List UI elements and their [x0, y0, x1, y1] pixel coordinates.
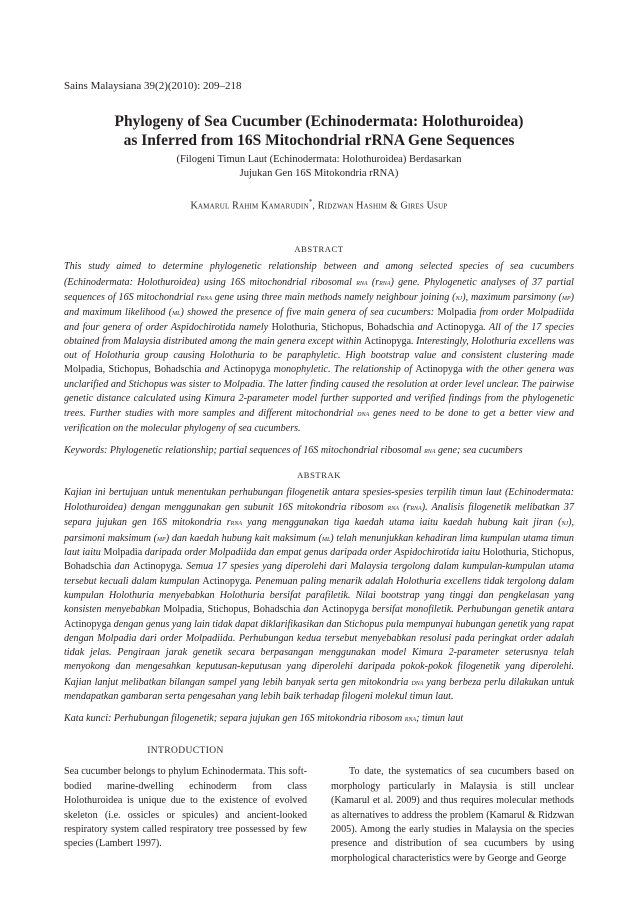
abstract-text: . All of the 17 species obtained from Malaysia distributed among the main genera except within	[64, 321, 574, 347]
abstrak-text: dengan genus yang lain tidak dapat diklarifikasikan dan Stichopus pula mempunyai hubungan genetik yang rapat dengan Molpadia dari order Molpadiida. Perhubungan kedua tersebut menyebabkan resolusi pada peringkat order adalah tidak jelas. Pengiraan jarak genetik secara berpasangan menggunakan model Kimura 2-parameter seterusnya telah menyokong dan mengesahkan keputusan-keputusan yang diperolehi daripada pokok-pokok filogenetik yang diperolehi. Kajian lanjut melibatkan bilangan sampel yang lebih banyak serta gen mitokondria	[64, 618, 574, 688]
abstract-text: ) gene. Phylogenetic analyses of 37 partial sequences of 16S mitochondrial r	[64, 276, 574, 303]
abstract-text: (r	[367, 276, 380, 288]
abstract-malay	[64, 486, 574, 704]
genus-name: Actinopyga	[363, 335, 412, 347]
abstract-text: ), maximum parsimony (	[462, 291, 562, 303]
abstrak-text: yang menggunakan tiga kaedah utama iaitu kaedah hubung kait jiran (	[242, 517, 562, 529]
author-list	[64, 198, 574, 211]
abstract-text: ) and maximum likelihood (	[64, 291, 574, 319]
abstract-text: from order Molpadiida and four genera of order Aspidochirotida namely	[64, 307, 574, 333]
abstrak-text: yang berbeza perlu dilakukan untuk mendapatkan gambaran serta pengesahan yang lebih baik terhadap filogeni molekul timun laut.	[64, 676, 575, 703]
abstrak-heading: ABSTRAK	[297, 469, 341, 480]
genus-name: Actinopyga	[64, 618, 112, 630]
abstract-term: rna	[356, 276, 368, 287]
abstrak-term: ml	[321, 532, 331, 543]
keywords-text: Keywords: Phylogenetic relationship; partial sequences of 16S mitochondrial ribosomal	[64, 444, 425, 456]
abstrak-text: . Semua 17 spesies yang diperolehi dari Malaysia tergolong dalam kumpulan-kumpulan utama tersebut kecuali dalam kumpulan	[64, 561, 574, 587]
subtitle-line-2: Jujukan Gen 16S Mitokondria rRNA)	[239, 167, 399, 179]
abstract-term: dna	[357, 408, 370, 419]
genus-name: Molpadia	[103, 547, 143, 559]
abstract-text: . Interestingly, Holothuria excellens was out of Holothuria group causing Holothuria to be paraphyletic. High bootstrap value and consistent clustering made	[64, 335, 574, 362]
abstrak-term: mp	[157, 532, 166, 543]
corresponding-mark: *	[308, 198, 313, 206]
abstrak-term: rna	[387, 502, 399, 513]
genus-name: Actinopyga	[202, 575, 250, 587]
introduction-heading	[64, 746, 307, 759]
abstract-term: rna	[200, 291, 212, 302]
abstract-term: nj	[455, 291, 463, 302]
left-column	[64, 746, 307, 866]
abstrak-text: ), parsimoni maksimum (	[64, 517, 575, 544]
abstract-text: and	[201, 364, 224, 376]
paper-title	[64, 112, 574, 150]
abstrak-text: (r	[398, 502, 411, 514]
genus-name: Actinopyga	[133, 561, 181, 573]
keywords-text: ; timun laut	[416, 713, 464, 725]
keywords-text: Kata kunci: Perhubungan filogenetik; separa jujukan gen 16S mitokondria ribosom	[64, 713, 405, 725]
abstrak-text: . Penemuan paling menarik adalah Holothuria excellens tidak tergolong dalam kumpulan Holothuria menyebabkan Holothuria bersifat parafiletik. Nilai bootstrap yang tinggi dan pengkelasan yang konsisten menyebabkan	[64, 575, 574, 616]
abstrak-term: nj	[561, 517, 569, 528]
abstract-text: ) showed the presence of five main genera of sea cucumbers:	[180, 307, 438, 319]
genus-name: Molpadia	[437, 307, 477, 319]
abstrak-text: ). Analisis filogenetik melibatkan 37 separa jujukan gen 16S mitokondria r	[64, 502, 574, 529]
keywords-term: rna	[404, 713, 417, 724]
introduction-paragraph-1: Sea cucumber belongs to phylum Echinodermata. This soft-bodied marine-dwelling echinoderm from class Holothuroidea is unique due to the existence of evolved skeleton (i.e. ossicles or spicules) and ancient-looked respiratory system called respiratory tree possessed by few species (Lambert 1997).	[64, 766, 307, 850]
introduction-paragraph-2: To date, the systematics of sea cucumbers based on morphology particularly in Malaysia is still unclear (Kamarul et al. 2009) and thus requires molecular methods as alternatives to address the problem (Kamarul & Ridzwan 2005). Among the early studies in Malaysia on the species presence and distribution of sea cucumbers by using morphological characteristics were by George and George	[331, 766, 574, 864]
body-columns	[64, 746, 574, 866]
abstrak-text: ) telah menunjukkan kehadiran lima kumpulan utama timun laut iaitu	[64, 532, 574, 559]
abstract-term: rna	[379, 276, 391, 287]
abstrak-text: dan	[111, 561, 134, 573]
title-line-1: Phylogeny of Sea Cucumber (Echinodermata: Holothuroidea)	[114, 113, 524, 130]
journal-citation: Sains Malaysiana 39(2)(2010): 209–218	[64, 80, 242, 92]
genus-name: Holothuria, Stichopus, Bohadschia	[64, 547, 574, 573]
abstrak-text: dan	[300, 604, 322, 616]
abstrak-text: bersifat monofiletik. Perhubungan genetik antara	[368, 604, 574, 616]
keywords-text: gene; sea cucumbers	[435, 444, 523, 456]
title-line-2: as Inferred from 16S Mitochondrial rRNA Gene Sequences	[123, 132, 515, 149]
abstrak-term: rna	[230, 517, 243, 528]
abstract-term: mp	[561, 291, 571, 302]
abstrak-text: daripada order Molpadiida dan empat genus daripada order Aspidochirotida iaitu	[142, 547, 483, 559]
genus-name: Actinopyga	[415, 364, 463, 376]
genus-name: Molpadia, Stichopus, Bohadschia	[163, 604, 301, 616]
abstract-term: ml	[172, 307, 181, 318]
abstrak-term: rna	[410, 502, 422, 513]
author-names-1: Kamarul Rahim Kamarudin	[190, 200, 309, 212]
paper-subtitle	[64, 153, 574, 180]
keywords-term: rna	[424, 444, 436, 455]
genus-name: Actinopyga	[223, 364, 271, 376]
right-column	[331, 746, 574, 866]
abstract-heading: ABSTRACT	[294, 244, 344, 255]
genus-name: Actinopyga	[321, 604, 369, 616]
column-spacer	[331, 746, 574, 759]
abstrak-text: ) dan kaedah hubung kait maksimum (	[165, 532, 322, 544]
abstract-text: gene using three main methods namely neighbour joining (	[211, 291, 456, 303]
keywords-english	[64, 443, 574, 458]
genus-name: Molpadia, Stichopus, Bohadschia	[64, 364, 202, 376]
abstract-text: genes need to be done to get a better view and verification on the molecular phylogeny of sea cucumbers.	[64, 408, 574, 434]
abstrak-text: Kajian ini bertujuan untuk menentukan perhubungan filogenetik antara spesies-spesies terpilih timun laut (Echinodermata: Holothuroidea) dengan menggunakan gen subunit 16S mitokondria ribosom	[64, 486, 574, 514]
keywords-malay	[64, 711, 574, 726]
author-names-2: , Ridzwan Hashim & Gires Usup	[312, 200, 448, 212]
abstract-english	[64, 260, 574, 436]
abstract-text: This study aimed to determine phylogenetic relationship between and among selected species of sea cucumbers (Echinodermata: Holothuroidea) using 16S mitochondrial ribosomal	[64, 261, 574, 288]
introduction-heading-text: INTRODUCTION	[147, 746, 224, 757]
subtitle-line-1: (Filogeni Timun Laut (Echinodermata: Holothuroidea) Berdasarkan	[176, 154, 462, 165]
genus-name: Holothuria, Stichopus, Bohadschia	[271, 321, 415, 333]
genus-name: Actinopyga	[436, 321, 484, 333]
abstract-text: and	[414, 321, 437, 333]
abstract-text: monophyletic. The relationship of	[270, 364, 416, 376]
abstract-text: with the other genera was unclarified and Stichopus was sister to Molpadia. The latter finding caused the resolution at order level unclear. The pairwise genetic distance calculated using Kimura 2-parameter model further supported and verified findings from the phylogenetic trees. Further studies with more samples and different mitochondrial	[64, 364, 574, 420]
abstrak-term: dna	[411, 676, 424, 687]
